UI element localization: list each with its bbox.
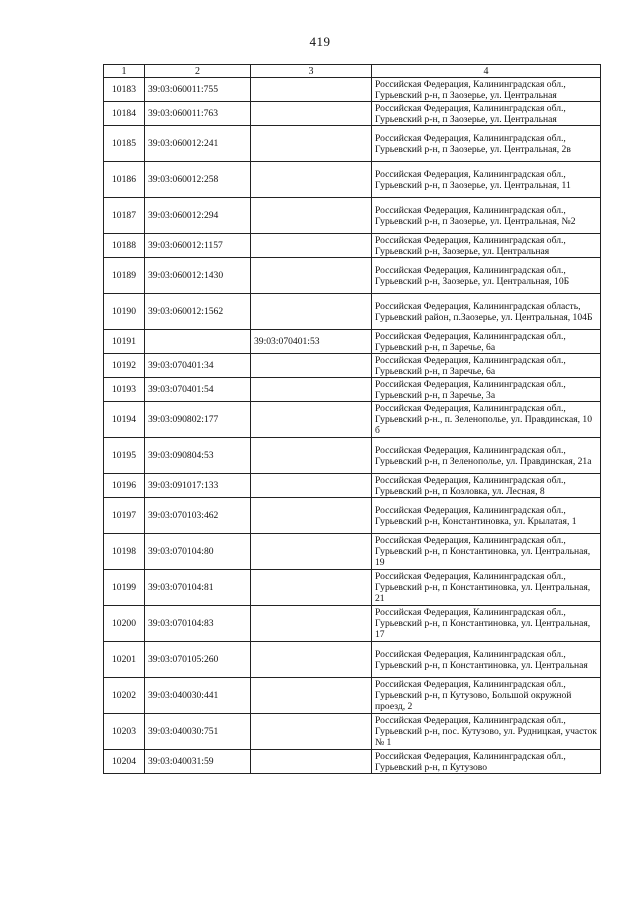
cadastral-number-cell: 39:03:060012:294: [145, 198, 251, 234]
row-number-cell: 10192: [104, 354, 145, 378]
address-cell: Российская Федерация, Калининградская обл., Гурьевский р-н, п Заречье, 3а: [372, 378, 601, 402]
related-cadastral-cell: [251, 498, 372, 534]
row-number-cell: 10193: [104, 378, 145, 402]
table-row: [104, 438, 601, 474]
address-cell: Российская Федерация, Калининградская обл., Гурьевский р-н, п Константиновка, ул. Центральная, 17: [372, 606, 601, 642]
table-row: [104, 294, 601, 330]
table-row: [104, 534, 601, 570]
table-row: [104, 498, 601, 534]
table-row: [104, 102, 601, 126]
row-number-cell: 10183: [104, 78, 145, 102]
cadastral-number-cell: 39:03:060012:258: [145, 162, 251, 198]
row-number-cell: 10195: [104, 438, 145, 474]
related-cadastral-cell: [251, 714, 372, 750]
cadastral-number-cell: 39:03:090802:177: [145, 402, 251, 438]
row-number-cell: 10187: [104, 198, 145, 234]
row-number-cell: 10191: [104, 330, 145, 354]
table-row: [104, 162, 601, 198]
cadastral-number-cell: 39:03:091017:133: [145, 474, 251, 498]
cadastral-number-cell: 39:03:070401:54: [145, 378, 251, 402]
table-header-row: [104, 65, 601, 78]
row-number-cell: 10204: [104, 750, 145, 774]
column-header-2: 2: [145, 65, 251, 78]
address-cell: Российская Федерация, Калининградская обл., Гурьевский р-н, п Заозерье, ул. Центральная: [372, 102, 601, 126]
address-cell: Российская Федерация, Калининградская обл., Гурьевский р-н, п Константиновка, ул. Центральная, 21: [372, 570, 601, 606]
row-number-cell: 10201: [104, 642, 145, 678]
row-number-cell: 10184: [104, 102, 145, 126]
related-cadastral-cell: [251, 102, 372, 126]
related-cadastral-cell: [251, 642, 372, 678]
related-cadastral-cell: [251, 198, 372, 234]
table-row: [104, 126, 601, 162]
row-number-cell: 10196: [104, 474, 145, 498]
address-cell: Российская Федерация, Калининградская обл., Гурьевский р-н, п Заречье, 6а: [372, 354, 601, 378]
column-header-3: 3: [251, 65, 372, 78]
page-number: 419: [309, 34, 331, 49]
address-cell: Российская Федерация, Калининградская обл., Гурьевский р-н, п Константиновка, ул. Центральная: [372, 642, 601, 678]
cadastral-number-cell: 39:03:060012:1157: [145, 234, 251, 258]
cadastral-number-cell: 39:03:060012:1562: [145, 294, 251, 330]
related-cadastral-cell: [251, 402, 372, 438]
table-row: [104, 78, 601, 102]
table-row: [104, 642, 601, 678]
row-number-cell: 10185: [104, 126, 145, 162]
table-row: [104, 606, 601, 642]
related-cadastral-cell: [251, 162, 372, 198]
related-cadastral-cell: [251, 78, 372, 102]
address-cell: Российская Федерация, Калининградская обл., Гурьевский р-н, Константиновка, ул. Крылатая, 1: [372, 498, 601, 534]
related-cadastral-cell: [251, 294, 372, 330]
registry-table: [103, 64, 601, 774]
cadastral-number-cell: 39:03:070103:462: [145, 498, 251, 534]
address-cell: Российская Федерация, Калининградская область, Гурьевский район, п.Заозерье, ул. Центральная, 104Б: [372, 294, 601, 330]
row-number-cell: 10202: [104, 678, 145, 714]
row-number-cell: 10186: [104, 162, 145, 198]
cadastral-number-cell: 39:03:040030:751: [145, 714, 251, 750]
related-cadastral-cell: [251, 354, 372, 378]
cadastral-number-cell: 39:03:040031:59: [145, 750, 251, 774]
address-cell: Российская Федерация, Калининградская обл., Гурьевский р-н, Заозерье, ул. Центральная, 10Б: [372, 258, 601, 294]
column-header-4: 4: [372, 65, 601, 78]
address-cell: Российская Федерация, Калининградская обл., Гурьевский р-н., п. Зеленополье, ул. Правдинская, 10 б: [372, 402, 601, 438]
related-cadastral-cell: [251, 474, 372, 498]
table-row: [104, 570, 601, 606]
table-row: [104, 258, 601, 294]
table-row: [104, 330, 601, 354]
table-row: [104, 750, 601, 774]
cadastral-number-cell: 39:03:070104:83: [145, 606, 251, 642]
row-number-cell: 10189: [104, 258, 145, 294]
address-cell: Российская Федерация, Калининградская обл., Гурьевский р-н, п Кутузово, Большой окружной проезд, 2: [372, 678, 601, 714]
cadastral-number-cell: 39:03:060012:241: [145, 126, 251, 162]
related-cadastral-cell: [251, 438, 372, 474]
cadastral-number-cell: [145, 330, 251, 354]
address-cell: Российская Федерация, Калининградская обл., Гурьевский р-н, п Козловка, ул. Лесная, 8: [372, 474, 601, 498]
table-row: [104, 234, 601, 258]
table-body: [104, 78, 601, 774]
related-cadastral-cell: [251, 606, 372, 642]
cadastral-number-cell: 39:03:090804:53: [145, 438, 251, 474]
column-header-1: 1: [104, 65, 145, 78]
cadastral-number-cell: 39:03:070105:260: [145, 642, 251, 678]
address-cell: Российская Федерация, Калининградская обл., Гурьевский р-н, п Заречье, 6а: [372, 330, 601, 354]
table-row: [104, 714, 601, 750]
row-number-cell: 10199: [104, 570, 145, 606]
related-cadastral-cell: [251, 678, 372, 714]
table-row: [104, 678, 601, 714]
cadastral-number-cell: 39:03:060011:763: [145, 102, 251, 126]
related-cadastral-cell: [251, 234, 372, 258]
address-cell: Российская Федерация, Калининградская обл., Гурьевский р-н, п Заозерье, ул. Центральная, №2: [372, 198, 601, 234]
cadastral-number-cell: 39:03:040030:441: [145, 678, 251, 714]
table-row: [104, 198, 601, 234]
related-cadastral-cell: [251, 126, 372, 162]
row-number-cell: 10188: [104, 234, 145, 258]
address-cell: Российская Федерация, Калининградская обл., Гурьевский р-н, п Константиновка, ул. Центральная, 19: [372, 534, 601, 570]
row-number-cell: 10198: [104, 534, 145, 570]
address-cell: Российская Федерация, Калининградская обл., Гурьевский р-н, п Заозерье, ул. Центральная, 11: [372, 162, 601, 198]
row-number-cell: 10200: [104, 606, 145, 642]
related-cadastral-cell: [251, 570, 372, 606]
table-row: [104, 378, 601, 402]
cadastral-number-cell: 39:03:070104:81: [145, 570, 251, 606]
table-row: [104, 402, 601, 438]
row-number-cell: 10194: [104, 402, 145, 438]
table-row: [104, 474, 601, 498]
table-row: [104, 354, 601, 378]
related-cadastral-cell: 39:03:070401:53: [251, 330, 372, 354]
address-cell: Российская Федерация, Калининградская обл., Гурьевский р-н, Заозерье, ул. Центральная: [372, 234, 601, 258]
address-cell: Российская Федерация, Калининградская обл., Гурьевский р-н, пос. Кутузово, ул. Рудницкая, участок № 1: [372, 714, 601, 750]
address-cell: Российская Федерация, Калининградская обл., Гурьевский р-н, п Зеленополье, ул. Правдинская, 21а: [372, 438, 601, 474]
row-number-cell: 10190: [104, 294, 145, 330]
cadastral-number-cell: 39:03:070401:34: [145, 354, 251, 378]
address-cell: Российская Федерация, Калининградская обл., Гурьевский р-н, п Кутузово: [372, 750, 601, 774]
cadastral-number-cell: 39:03:060012:1430: [145, 258, 251, 294]
address-cell: Российская Федерация, Калининградская обл., Гурьевский р-н, п Заозерье, ул. Центральная, 2в: [372, 126, 601, 162]
related-cadastral-cell: [251, 378, 372, 402]
related-cadastral-cell: [251, 534, 372, 570]
related-cadastral-cell: [251, 750, 372, 774]
row-number-cell: 10197: [104, 498, 145, 534]
address-cell: Российская Федерация, Калининградская обл., Гурьевский р-н, п Заозерье, ул. Центральная: [372, 78, 601, 102]
related-cadastral-cell: [251, 258, 372, 294]
row-number-cell: 10203: [104, 714, 145, 750]
cadastral-number-cell: 39:03:060011:755: [145, 78, 251, 102]
cadastral-number-cell: 39:03:070104:80: [145, 534, 251, 570]
